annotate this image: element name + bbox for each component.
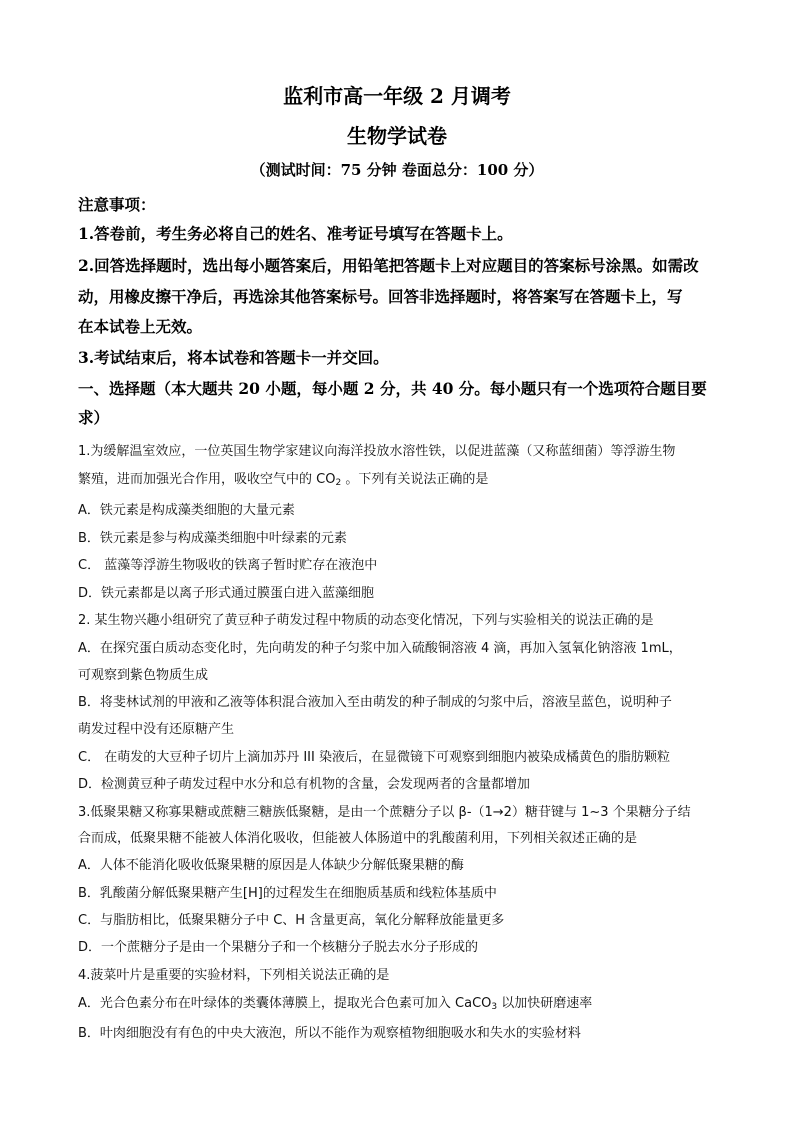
q1-stem-line-1: 1.为缓解温室效应，一位英国生物学家建议向海洋投放水溶性铁，以促进蓝藻（又称蓝细菌）等浮游生物: [78, 444, 676, 459]
notice-item-1: 1.答卷前，考生务必将自己的姓名、准考证号填写在答题卡上。: [78, 224, 513, 243]
section-heading-line-2: 求）: [78, 408, 110, 427]
q2-option-a-line-1: A．在探究蛋白质动态变化时，先向萌发的种子匀浆中加入硫酸铜溶液 4 滴，再加入氢氧化钠溶液 1mL，: [78, 641, 682, 656]
q4-stem: 4.菠菜叶片是重要的实验材料，下列相关说法正确的是: [78, 968, 390, 983]
exam-meta: （测试时间：75 分钟 卷面总分：100 分）: [250, 161, 544, 179]
q1-option-b: B．铁元素是参与构成藻类细胞中叶绿素的元素: [78, 531, 347, 546]
q3-option-c: C．与脂肪相比，低聚果糖分子中 C、H 含量更高，氧化分解释放能量更多: [78, 913, 505, 928]
q2-option-b-line-2: 萌发过程中没有还原糖产生: [78, 722, 235, 737]
exam-title: 监利市高一年级 2 月调考: [283, 84, 511, 108]
notice-item-2-line-3: 在本试卷上无效。: [78, 317, 203, 336]
q2-option-c: C． 在萌发的大豆种子切片上滴加苏丹 III 染液后，在显微镜下可观察到细胞内被染成橘黄色的脂肪颗粒: [78, 750, 670, 765]
q3-option-d: D．一个蔗糖分子是由一个果糖分子和一个核糖分子脱去水分子形成的: [78, 940, 479, 955]
q2-option-b-line-1: B．将斐林试剂的甲液和乙液等体积混合液加入至由萌发的种子制成的匀浆中后，溶液呈蓝色，说明种子: [78, 695, 672, 710]
q3-option-b: B．乳酸菌分解低聚果糖产生[H]的过程发生在细胞质基质和线粒体基质中: [78, 886, 497, 901]
notice-item-3: 3.考试结束后，将本试卷和答题卡一并交回。: [78, 348, 389, 367]
q2-option-d: D．检测黄豆种子萌发过程中水分和总有机物的含量，会发现两者的含量都增加: [78, 777, 531, 792]
notice-item-2-line-2: 动，用橡皮擦干净后，再选涂其他答案标号。回答非选择题时，将答案写在答题卡上，写: [78, 287, 683, 306]
q1-option-a: A．铁元素是构成藻类细胞的大量元素: [78, 503, 295, 518]
q3-stem-line-1: 3.低聚果糖又称寡果糖或蔗糖三糖族低聚糖，是由一个蔗糖分子以 β-（1→2）糖苷键与 1~3 个果糖分子结: [78, 805, 691, 820]
q3-option-a: A．人体不能消化吸收低聚果糖的原因是人体缺少分解低聚果糖的酶: [78, 858, 464, 873]
q4-option-b: B．叶肉细胞没有有色的中央大液泡，所以不能作为观察植物细胞吸水和失水的实验材料: [78, 1026, 581, 1041]
q4-option-a: A．光合色素分布在叶绿体的类囊体薄膜上，提取光合色素可加入 CaCO$_3$ 以加快研磨速率: [78, 996, 593, 1012]
section-heading-line-1: 一、选择题（本大题共 20 小题，每小题 2 分，共 40 分。每小题只有一个选项符合题目要: [78, 379, 707, 398]
q2-stem: 2. 某生物兴趣小组研究了黄豆种子萌发过程中物质的动态变化情况，下列与实验相关的说法正确的是: [78, 613, 654, 628]
q1-option-c: C． 蓝藻等浮游生物吸收的铁离子暂时贮存在液泡中: [78, 558, 378, 573]
exam-subject: 生物学试卷: [347, 124, 447, 148]
q3-stem-line-2: 合而成，低聚果糖不能被人体消化吸收，但能被人体肠道中的乳酸菌利用，下列相关叙述正确的是: [78, 831, 638, 846]
q1-stem-line-2: 繁殖，进而加强光合作用，吸收空气中的 $CO_2$ 。下列有关说法正确的是: [78, 472, 489, 488]
notice-heading: 注意事项：: [78, 195, 156, 214]
q2-option-a-line-2: 可观察到紫色物质生成: [78, 668, 209, 683]
notice-item-2-line-1: 2.回答选择题时，选出每小题答案后，用铅笔把答题卡上对应题目的答案标号涂黑。如需改: [78, 256, 699, 275]
q1-option-d: D．铁元素都是以离子形式通过膜蛋白进入蓝藻细胞: [78, 586, 375, 601]
